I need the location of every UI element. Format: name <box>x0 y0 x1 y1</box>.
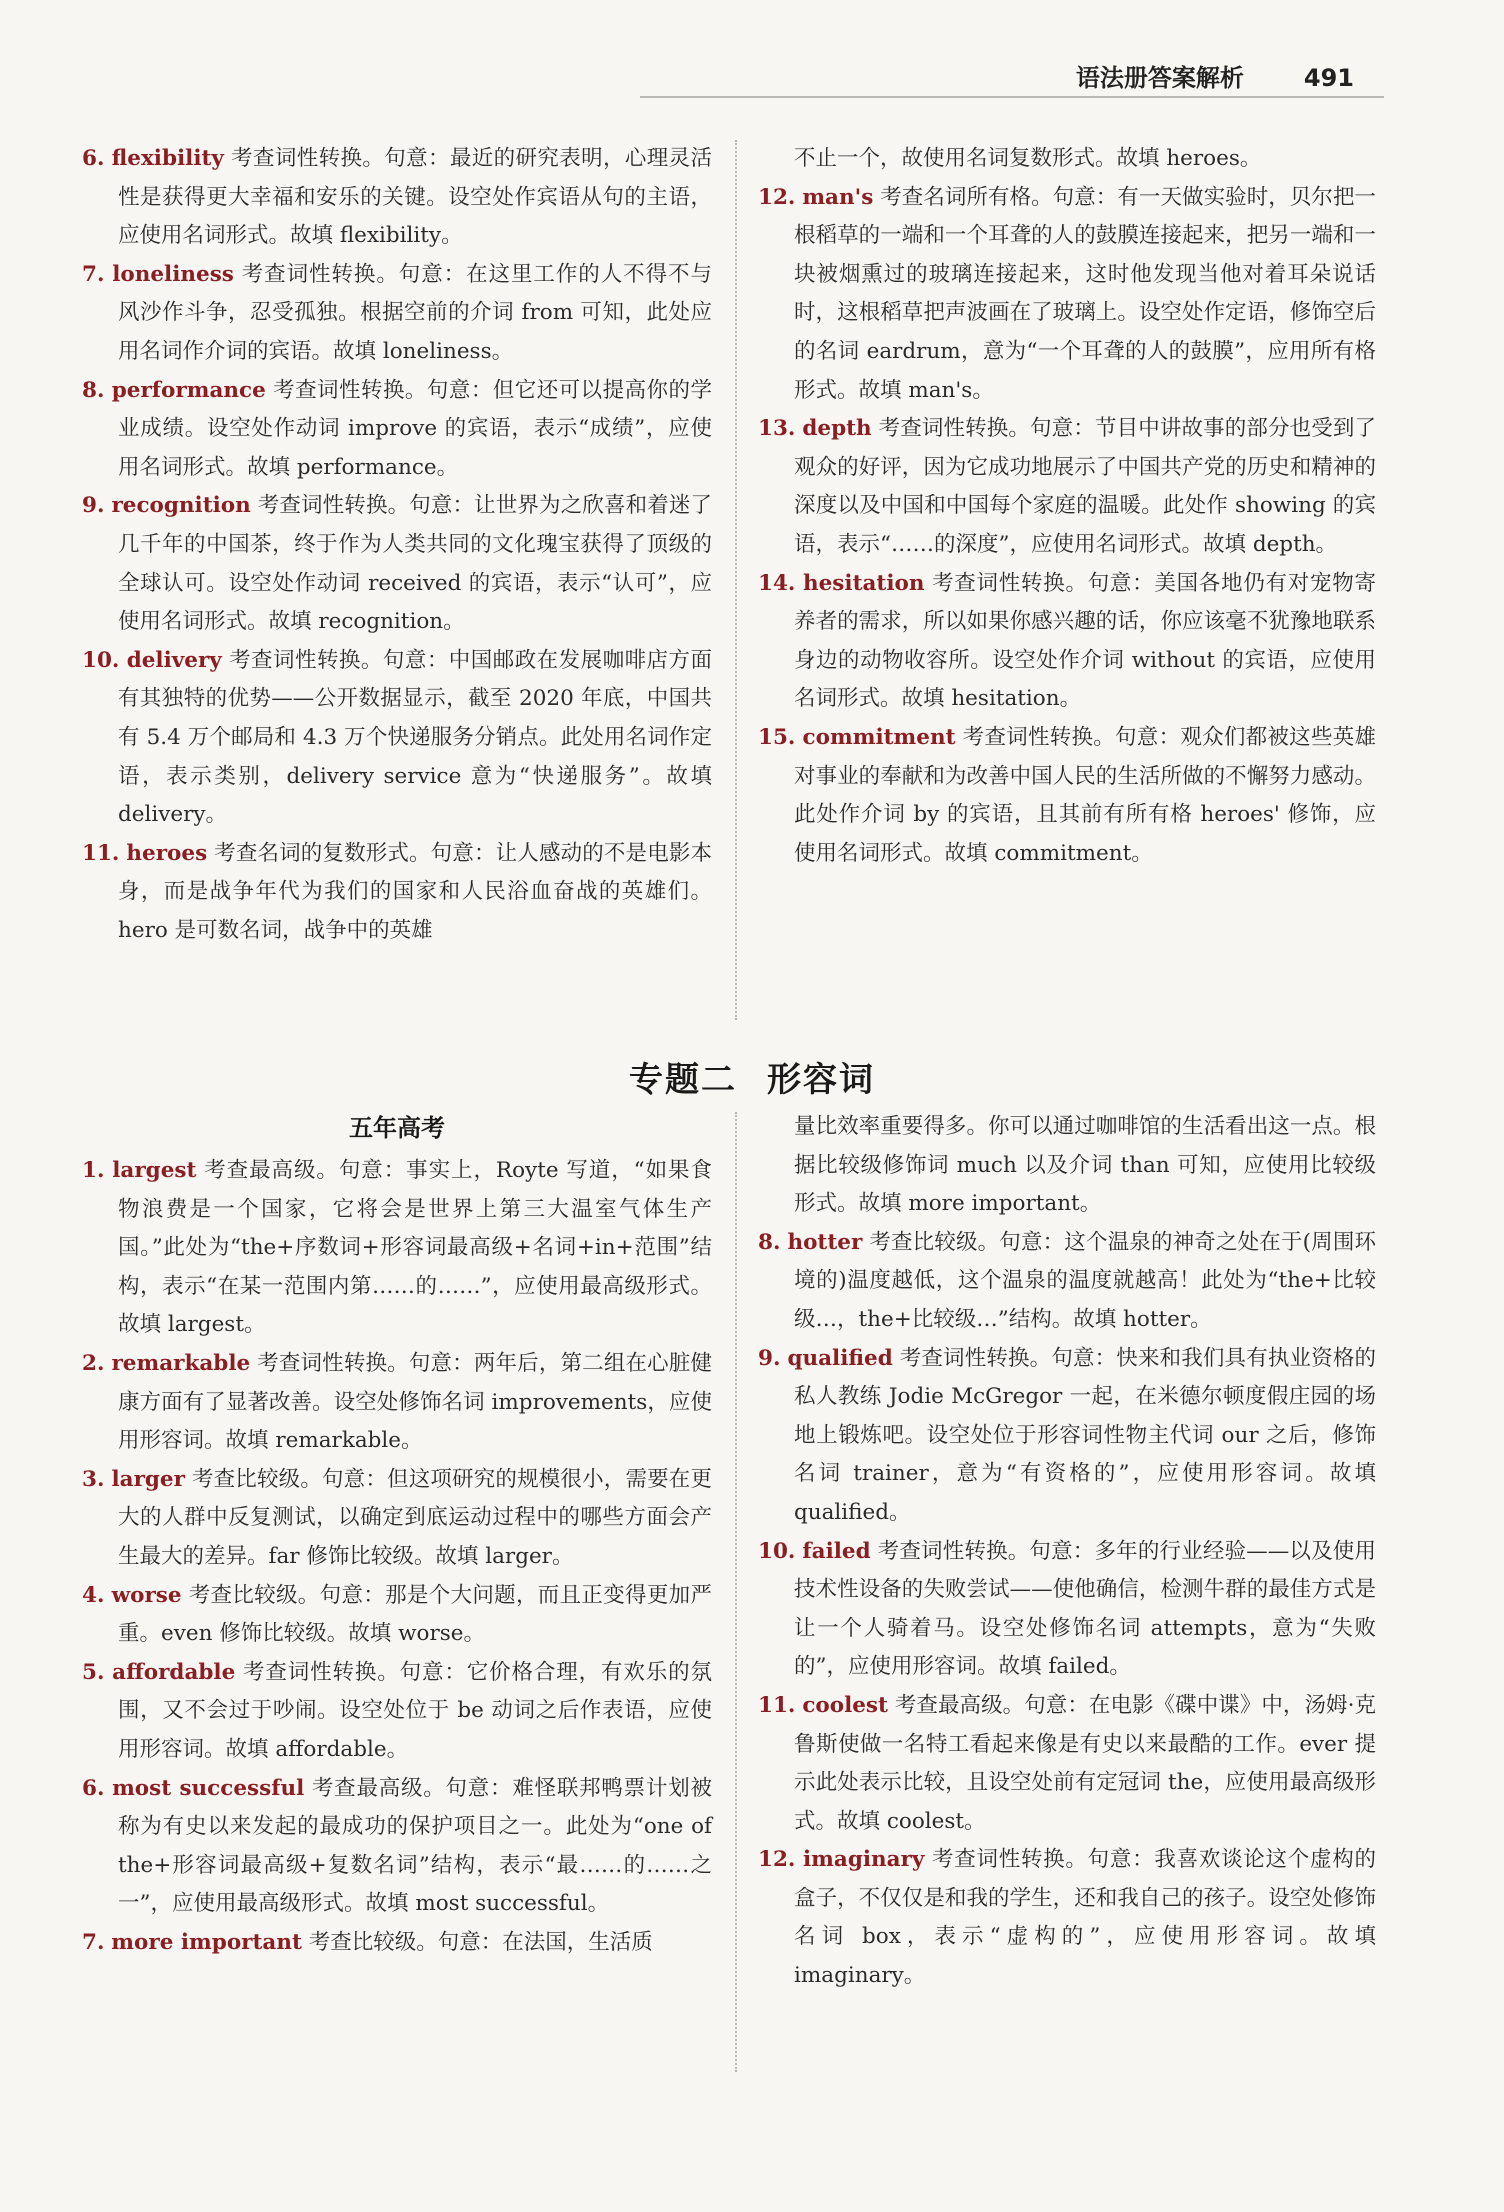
item-number: 2. <box>82 1350 105 1376</box>
item-explanation: 考查比较级。句意：那是个大问题，而且正变得更加严重。even 修饰比较级。故填 worse。 <box>118 1582 712 1647</box>
item-answer: commitment <box>802 724 956 750</box>
item-number: 7. <box>82 261 105 287</box>
answer-item <box>82 256 712 372</box>
answer-item <box>82 1654 712 1770</box>
answer-item <box>758 565 1376 719</box>
item-answer: depth <box>802 416 872 442</box>
continuation-text <box>758 1108 1376 1224</box>
item-number: 8. <box>82 377 105 403</box>
continuation: 不止一个，故使用名词复数形式。故填 heroes。 <box>794 146 1262 171</box>
item-explanation: 考查词性转换。句意：但它还可以提高你的学业成绩。设空处作动词 improve 的宾语，表示“成绩”，应使用名词形式。故填 performance。 <box>118 377 712 480</box>
item-explanation: 考查词性转换。句意：它价格合理，有欢乐的氛围，又不会过于吵闹。设空处位于 be 动词之后作表语，应使用形容词。故填 affordable。 <box>118 1659 712 1762</box>
item-number: 12. <box>758 184 796 210</box>
item-answer: affordable <box>112 1659 236 1685</box>
section-subtitle: 形容词 <box>767 1060 875 1100</box>
bottom-left-column <box>82 1108 712 1962</box>
answer-item <box>82 1577 712 1654</box>
page-number: 491 <box>1303 64 1354 92</box>
column-divider-bottom <box>735 1112 737 2072</box>
subhead: 五年高考 <box>349 1114 445 1142</box>
item-answer: larger <box>111 1466 185 1492</box>
item-answer: loneliness <box>112 261 234 287</box>
answer-item <box>758 1533 1376 1687</box>
continuation: 量比效率重要得多。你可以通过咖啡馆的生活看出这一点。根据比较级修饰词 much 以及介词 than 可知，应使用比较级形式。故填 more important。 <box>794 1114 1376 1217</box>
section-title <box>0 1052 1504 1101</box>
item-answer: most successful <box>112 1775 305 1801</box>
header-rule <box>640 96 1384 98</box>
item-number: 13. <box>758 416 796 442</box>
section-label: 专题二 <box>629 1060 737 1100</box>
answer-item <box>82 1770 712 1924</box>
item-explanation: 考查词性转换。句意：我喜欢谈论这个虚构的盒子，不仅仅是和我的学生，还和我自己的孩子。设空处修饰名词 box，表示“虚构的”，应使用形容词。故填 imaginary。 <box>794 1847 1376 1989</box>
continuation-text <box>758 140 1376 179</box>
item-explanation: 考查比较级。句意：但这项研究的规模很小，需要在更大的人群中反复测试，以确定到底运动过程中的哪些方面会产生最大的差异。far 修饰比较级。故填 larger。 <box>118 1466 712 1569</box>
answer-item <box>758 410 1376 564</box>
item-number: 15. <box>758 724 796 750</box>
item-explanation: 考查词性转换。句意：快来和我们具有执业资格的私人教练 Jodie McGregor 一起，在米德尔顿度假庄园的场地上锻炼吧。设空处位于形容词性物主代词 our 之后，修饰名词 trainer，意为“有资格的”，应使用形容词。故填 qualified。 <box>794 1345 1376 1525</box>
item-explanation: 考查名词的复数形式。句意：让人感动的不是电影本身，而是战争年代为我们的国家和人民浴血奋战的英雄们。hero 是可数名词，战争中的英雄 <box>118 840 712 943</box>
item-explanation: 考查词性转换。句意：节目中讲故事的部分也受到了观众的好评，因为它成功地展示了中国共产党的历史和精神的深度以及中国和中国每个家庭的温暖。此处作 showing 的宾语，表示“……的深度”，应使用名词形式。故填 depth。 <box>794 416 1376 557</box>
item-explanation: 考查词性转换。句意：中国邮政在发展咖啡店方面有其独特的优势——公开数据显示，截至 2020 年底，中国共有 5.4 万个邮局和 4.3 万个快递服务分销点。此处用名词作定语，表示类别，delivery service 意为“快递服务”。故填 delivery。 <box>118 647 712 828</box>
top-left-column <box>82 140 712 950</box>
item-answer: hotter <box>787 1229 863 1255</box>
item-answer: hesitation <box>802 570 925 596</box>
answer-item <box>758 179 1376 411</box>
item-answer: remarkable <box>111 1350 251 1376</box>
column-divider-top <box>735 140 737 1020</box>
item-number: 6. <box>82 1775 105 1801</box>
answer-item <box>758 1340 1376 1533</box>
item-number: 10. <box>82 647 120 673</box>
item-answer: qualified <box>787 1345 893 1371</box>
item-answer: more important <box>111 1929 302 1955</box>
item-explanation: 考查比较级。句意：在法国，生活质 <box>308 1929 653 1955</box>
item-answer: coolest <box>802 1692 888 1718</box>
item-number: 9. <box>82 493 105 519</box>
item-answer: recognition <box>111 493 251 519</box>
page-header <box>1076 58 1354 93</box>
answer-item <box>82 1924 712 1963</box>
top-right-column <box>758 140 1376 873</box>
item-number: 5. <box>82 1659 105 1685</box>
item-answer: heroes <box>126 840 208 866</box>
item-answer: flexibility <box>111 146 224 171</box>
item-explanation: 考查名词所有格。句意：有一天做实验时，贝尔把一根稻草的一端和一个耳聋的人的鼓膜连接起来，把另一端和一块被烟熏过的玻璃连接起来，这时他发现当他对着耳朵说话时，这根稻草把声波画在了玻璃上。设空处作定语，修饰空后的名词 eardrum，意为“一个耳聋的人的鼓膜”，应用所有格形式。故填 man's。 <box>794 184 1376 403</box>
answer-item <box>758 1841 1376 1995</box>
item-explanation: 考查词性转换。句意：多年的行业经验——以及使用技术性设备的失败尝试——使他确信，检测牛群的最佳方式是让一个人骑着马。设空处修饰名词 attempts，意为“失败的”，应使用形容词。故填 failed。 <box>794 1538 1376 1680</box>
item-explanation: 考查词性转换。句意：观众们都被这些英雄对事业的奉献和为改善中国人民的生活所做的不懈努力感动。此处作介词 by 的宾语，且其前有所有格 heroes' 修饰，应使用名词形式。故填 commitment。 <box>794 724 1376 866</box>
item-answer: largest <box>112 1158 197 1183</box>
answer-item <box>758 1224 1376 1340</box>
item-number: 9. <box>758 1345 781 1371</box>
answer-item <box>82 1345 712 1461</box>
answer-item <box>758 719 1376 873</box>
item-answer: failed <box>802 1538 871 1564</box>
item-number: 11. <box>82 840 120 866</box>
item-explanation: 考查最高级。句意：难怪联邦鸭票计划被称为有史以来发起的最成功的保护项目之一。此处为“one of the+形容词最高级+复数名词”结构，表示“最……的……之一”，应使用最高级形式。故填 most successful。 <box>118 1775 712 1917</box>
item-number: 4. <box>82 1582 105 1608</box>
item-number: 1. <box>82 1158 105 1183</box>
item-number: 3. <box>82 1466 105 1492</box>
item-number: 6. <box>82 146 105 171</box>
item-number: 8. <box>758 1229 781 1255</box>
item-answer: man's <box>802 184 874 210</box>
bottom-right-column <box>758 1108 1376 1996</box>
item-number: 14. <box>758 570 796 596</box>
item-number: 12. <box>758 1847 796 1873</box>
answer-item <box>82 642 712 835</box>
item-number: 10. <box>758 1538 796 1564</box>
item-explanation: 考查最高级。句意：事实上，Royte 写道，“如果食物浪费是一个国家，它将会是世界上第三大温室气体生产国。”此处为“the+序数词+形容词最高级+名词+in+范围”结构，表示“在某一范围内第……的……”，应使用最高级形式。故填 largest。 <box>118 1158 712 1338</box>
item-explanation: 考查比较级。句意：这个温泉的神奇之处在于(周围环境的)温度越低，这个温泉的温度就越高！此处为“the+比较级…，the+比较级…”结构。故填 hotter。 <box>794 1229 1376 1332</box>
item-number: 11. <box>758 1692 796 1718</box>
item-explanation: 考查词性转换。句意：美国各地仍有对宠物寄养者的需求，所以如果你感兴趣的话，你应该毫不犹豫地联系身边的动物收容所。设空处作介词 without 的宾语，应使用名词形式。故填 hesitation。 <box>794 570 1376 712</box>
answer-item <box>82 1152 712 1345</box>
item-number: 7. <box>82 1929 105 1955</box>
answer-item <box>82 487 712 641</box>
item-explanation: 考查词性转换。句意：两年后，第二组在心脏健康方面有了显著改善。设空处修饰名词 improvements，应使用形容词。故填 remarkable。 <box>118 1350 712 1454</box>
answer-item <box>758 1687 1376 1841</box>
item-explanation: 考查最高级。句意：在电影《碟中谍》中，汤姆·克鲁斯使做一名特工看起来像是有史以来最酷的工作。ever 提示此处表示比较，且设空处前有定冠词 the，应使用最高级形式。故填 coolest。 <box>794 1692 1377 1834</box>
item-explanation: 考查词性转换。句意：在这里工作的人不得不与风沙作斗争，忍受孤独。根据空前的介词 from 可知，此处应用名词作介词的宾语。故填 loneliness。 <box>118 261 712 364</box>
answer-item <box>82 140 712 256</box>
item-answer: imaginary <box>802 1847 925 1873</box>
item-answer: performance <box>111 377 266 403</box>
answer-item <box>82 835 712 951</box>
item-explanation: 考查词性转换。句意：让世界为之欣喜和着迷了几千年的中国茶，终于作为人类共同的文化瑰宝获得了顶级的全球认可。设空处作动词 received 的宾语，表示“认可”，应使用名词形式。故填 recognition。 <box>118 493 712 635</box>
item-explanation: 考查词性转换。句意：最近的研究表明，心理灵活性是获得更大幸福和安乐的关键。设空处作宾语从句的主语，应使用名词形式。故填 flexibility。 <box>118 146 712 249</box>
item-answer: worse <box>111 1582 182 1608</box>
item-answer: delivery <box>126 647 222 673</box>
answer-item <box>82 1461 712 1577</box>
answer-item <box>82 372 712 488</box>
header-title: 语法册答案解析 <box>1075 64 1244 92</box>
